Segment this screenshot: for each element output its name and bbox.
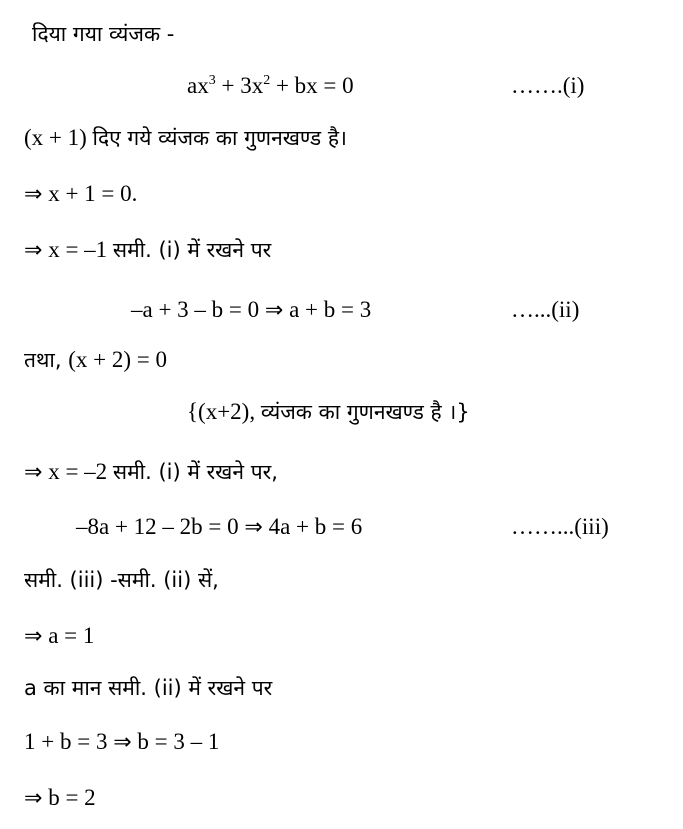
factor-statement-expr: (x + 1) [24, 125, 93, 150]
implies-arrow-icon: ⇒ [113, 730, 132, 755]
step-x-minus-2 [24, 458, 278, 487]
implies-arrow-icon: ⇒ [24, 460, 43, 485]
solve-b-rhs: b = 3 – 1 [131, 729, 220, 754]
implies-arrow-icon: ⇒ [24, 624, 43, 649]
result-b-text: b = 2 [42, 785, 96, 810]
implies-arrow-icon: ⇒ [264, 298, 284, 323]
step-x-plus-1 [24, 180, 137, 209]
solve-b-lhs: 1 + b = 3 [24, 729, 114, 754]
result-a [24, 622, 94, 651]
substitute-a-text: a का मान समी. (ii) में रखने पर [24, 676, 273, 700]
result-b [24, 784, 96, 813]
implies-arrow-icon: ⇒ [24, 182, 43, 207]
equation-ii-lhs: –a + 3 – b = 0 [131, 297, 265, 322]
factor-statement-text: दिए गये व्यंजक का गुणनखण्ड है। [92, 126, 347, 150]
equation-iii [76, 513, 362, 542]
equation-i-exponent-2: 2 [263, 73, 271, 88]
line-0-text: दिया गया व्यंजक - [32, 22, 175, 46]
result-a-text: a = 1 [42, 623, 95, 648]
equation-iii-rhs: 4a + b = 6 [262, 514, 363, 539]
equation-ref-i: …….(i) [511, 73, 585, 98]
step-x-plus-1-text: x + 1 = 0. [42, 181, 138, 206]
equation-ii [131, 296, 371, 325]
equation-ref-iii: ……...(iii) [511, 514, 609, 539]
subtract-equations [24, 566, 219, 594]
factor-note-expr: {(x+2), [187, 399, 261, 424]
implies-arrow-icon: ⇒ [24, 238, 43, 263]
also-x-plus-2 [24, 346, 167, 374]
solve-b [24, 728, 219, 757]
also-x-plus-2-text: (x + 2) = 0 [68, 347, 167, 372]
implies-arrow-icon: ⇒ [24, 786, 43, 811]
substitute-a [24, 674, 272, 702]
equation-ref-ii: …...(ii) [511, 297, 580, 322]
step-x-minus-1 [24, 236, 271, 265]
also-word: तथा, [24, 348, 69, 372]
equation-i-term-a: ax [187, 73, 209, 98]
factor-statement [24, 124, 347, 152]
implies-arrow-icon: ⇒ [244, 515, 263, 540]
step-x-minus-2-hindi: समी. (i) में रखने पर, [112, 460, 278, 484]
step-x-minus-1-text: x = –1 [42, 237, 113, 262]
equation-i-term-c: + bx = 0 [270, 73, 354, 98]
step-x-minus-1-hindi: समी. (i) में रखने पर [112, 238, 272, 262]
factor-note [187, 398, 470, 426]
factor-note-text: व्यंजक का गुणनखण्ड है ।} [260, 400, 470, 424]
subtract-equations-text: समी. (iii) -समी. (ii) सें, [24, 568, 219, 592]
equation-i [187, 72, 354, 100]
equation-i-term-b: + 3x [215, 73, 264, 98]
equation-iii-lhs: –8a + 12 – 2b = 0 [76, 514, 245, 539]
step-x-minus-2-text: x = –2 [42, 459, 113, 484]
equation-i-exponent-3: 3 [208, 73, 216, 88]
equation-ii-rhs: a + b = 3 [283, 297, 372, 322]
heading-given-expression [32, 20, 174, 48]
